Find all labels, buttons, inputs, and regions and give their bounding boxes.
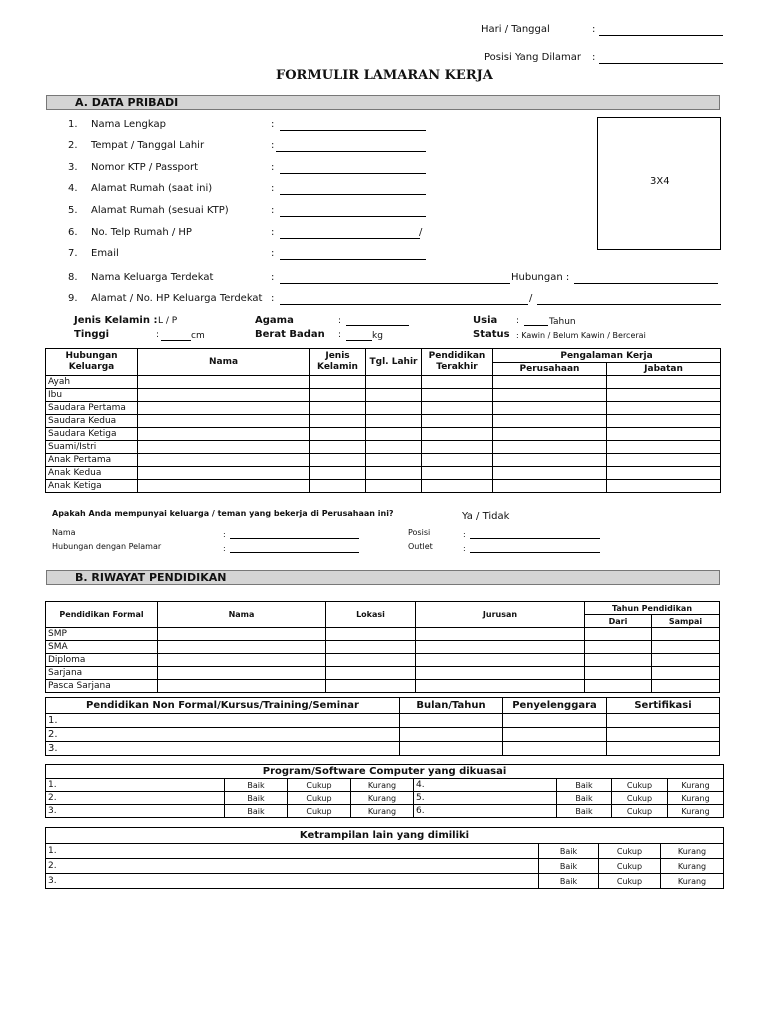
email-field[interactable]: [280, 259, 426, 260]
formal-cell[interactable]: [158, 680, 326, 693]
rating-cukup[interactable]: Cukup: [612, 805, 668, 818]
family-relation: Anak Pertama: [46, 454, 138, 467]
family-cell[interactable]: [366, 467, 422, 480]
formal-level: SMP: [46, 628, 158, 641]
formal-cell[interactable]: [416, 667, 585, 680]
formal-cell[interactable]: [416, 680, 585, 693]
nonformal-cell[interactable]: [400, 742, 503, 756]
family-cell[interactable]: [138, 467, 310, 480]
skills-row: [46, 874, 724, 889]
family-cell[interactable]: [422, 467, 493, 480]
rating-kurang[interactable]: Kurang: [668, 792, 724, 805]
colon: :: [271, 248, 275, 259]
formal-cell[interactable]: [416, 628, 585, 641]
nonformal-cell[interactable]: [607, 742, 720, 756]
tinggi-unit: cm: [191, 331, 205, 341]
family-cell[interactable]: [607, 376, 721, 389]
family-relation: Ayah: [46, 376, 138, 389]
colon: :: [271, 162, 275, 173]
formal-level: SMA: [46, 641, 158, 654]
rating-cukup[interactable]: Cukup: [599, 874, 661, 889]
family-cell[interactable]: [493, 376, 607, 389]
colon: :: [271, 293, 275, 304]
colon: :: [156, 330, 160, 340]
berat-unit: kg: [372, 331, 383, 341]
formal-cell[interactable]: [326, 667, 416, 680]
software-name-cell[interactable]: 4.: [414, 779, 557, 792]
family-cell[interactable]: [366, 454, 422, 467]
rating-baik[interactable]: Baik: [225, 779, 288, 792]
nonformal-cell[interactable]: 2.: [46, 728, 400, 742]
field-num: 1.: [68, 119, 78, 130]
family-cell[interactable]: [422, 402, 493, 415]
rating-cukup[interactable]: Cukup: [599, 844, 661, 859]
jurusan-header: Jurusan: [416, 602, 585, 628]
family-relation: Suami/Istri: [46, 441, 138, 454]
formal-cell[interactable]: [416, 641, 585, 654]
nama-header: Nama: [138, 349, 310, 376]
skills-row: [46, 859, 724, 874]
section-a-title: A. DATA PRIBADI: [75, 96, 179, 109]
jenis-header: Jenis Kelamin: [310, 349, 366, 376]
family-cell[interactable]: [607, 467, 721, 480]
family-cell[interactable]: [607, 428, 721, 441]
family-cell[interactable]: [138, 415, 310, 428]
agama-label: Agama: [255, 315, 294, 326]
formal-cell[interactable]: [585, 654, 652, 667]
field-num: 2.: [68, 140, 78, 151]
family-cell[interactable]: [138, 428, 310, 441]
family-cell[interactable]: [607, 415, 721, 428]
page-title: FORMULIR LAMARAN KERJA: [276, 68, 493, 83]
nama-header: Nama: [158, 602, 326, 628]
section-b-header: [46, 570, 720, 585]
rating-cukup[interactable]: Cukup: [288, 805, 351, 818]
family-cell[interactable]: [366, 376, 422, 389]
colon: :: [271, 227, 275, 238]
pengalaman-header: Pengalaman Kerja: [493, 349, 721, 363]
family-relation: Saudara Pertama: [46, 402, 138, 415]
formal-cell[interactable]: [158, 641, 326, 654]
rating-baik[interactable]: Baik: [539, 859, 599, 874]
family-cell[interactable]: [422, 454, 493, 467]
family-cell[interactable]: [422, 389, 493, 402]
usia-label: Usia: [473, 315, 498, 326]
usia-unit: Tahun: [549, 317, 576, 327]
family-table: [45, 348, 721, 493]
rating-kurang[interactable]: Kurang: [661, 859, 724, 874]
family-cell[interactable]: [310, 376, 366, 389]
rating-kurang[interactable]: Kurang: [668, 779, 724, 792]
family-cell[interactable]: [310, 480, 366, 493]
family-cell[interactable]: [310, 428, 366, 441]
alamat-field[interactable]: [280, 194, 426, 195]
family-cell[interactable]: [366, 441, 422, 454]
family-cell[interactable]: [138, 441, 310, 454]
family-cell[interactable]: [607, 480, 721, 493]
relatives-hubungan-label: Hubungan dengan Pelamar: [52, 542, 162, 551]
field-num: 3.: [68, 162, 78, 173]
field-num: 7.: [68, 248, 78, 259]
family-relation: Saudara Kedua: [46, 415, 138, 428]
nonformal-cell[interactable]: [400, 728, 503, 742]
family-row: [46, 441, 721, 454]
formal-cell[interactable]: [158, 654, 326, 667]
dari-header: Dari: [585, 615, 652, 628]
rating-kurang[interactable]: Kurang: [668, 805, 724, 818]
formal-cell[interactable]: [158, 628, 326, 641]
hari-tanggal-field[interactable]: [599, 35, 723, 36]
relatives-question: Apakah Anda mempunyai keluarga / teman yang bekerja di Perusahaan ini?: [52, 509, 394, 518]
nonformal-education-table: [45, 697, 720, 756]
rating-baik[interactable]: Baik: [557, 792, 612, 805]
family-relation: Anak Kedua: [46, 467, 138, 480]
nonformal-cell[interactable]: [503, 742, 607, 756]
formal-education-table: [45, 601, 720, 693]
colon: :: [338, 330, 342, 340]
formal-cell[interactable]: [585, 667, 652, 680]
family-row: [46, 415, 721, 428]
nonformal-row: [46, 714, 720, 728]
tgl-header: Tgl. Lahir: [366, 349, 422, 376]
formal-level: Pasca Sarjana: [46, 680, 158, 693]
berat-field[interactable]: [346, 340, 372, 341]
colon: :: [271, 272, 275, 283]
field-label: Tempat / Tanggal Lahir: [91, 140, 205, 151]
relatives-nama-field[interactable]: [230, 538, 359, 539]
formal-row: [46, 628, 720, 641]
hubungan-field[interactable]: [574, 283, 718, 284]
family-cell[interactable]: [422, 415, 493, 428]
nonformal-cell[interactable]: 1.: [46, 714, 400, 728]
family-row: [46, 480, 721, 493]
formal-row: [46, 667, 720, 680]
software-name-cell[interactable]: 6.: [414, 805, 557, 818]
field-label: Nama Lengkap: [91, 119, 166, 130]
jenis-kelamin-value[interactable]: L / P: [158, 316, 178, 326]
rating-baik[interactable]: Baik: [557, 805, 612, 818]
pendidikan-formal-header: Pendidikan Formal: [46, 602, 158, 628]
formal-cell[interactable]: [326, 628, 416, 641]
family-cell[interactable]: [366, 428, 422, 441]
tinggi-label: Tinggi: [74, 329, 110, 340]
family-cell[interactable]: [310, 415, 366, 428]
colon: :: [271, 205, 275, 216]
sertifikasi-header: Sertifikasi: [607, 698, 720, 714]
colon: :: [338, 316, 342, 326]
family-cell[interactable]: [607, 441, 721, 454]
family-cell[interactable]: [422, 441, 493, 454]
keluarga-field[interactable]: [280, 283, 510, 284]
berat-label: Berat Badan: [255, 329, 325, 340]
software-row: [46, 805, 724, 818]
rating-kurang[interactable]: Kurang: [351, 805, 414, 818]
penyelenggara-header: Penyelenggara: [503, 698, 607, 714]
formal-cell[interactable]: [158, 667, 326, 680]
family-relation: Ibu: [46, 389, 138, 402]
nonformal-cell[interactable]: [400, 714, 503, 728]
posisi-field[interactable]: [599, 63, 723, 64]
family-row: [46, 428, 721, 441]
field-num: 4.: [68, 183, 78, 194]
field-label: Alamat Rumah (saat ini): [91, 183, 213, 194]
slash: /: [529, 293, 533, 304]
family-cell[interactable]: [138, 389, 310, 402]
section-a-header: [46, 95, 720, 110]
formal-level: Diploma: [46, 654, 158, 667]
field-label: No. Telp Rumah / HP: [91, 227, 192, 238]
family-relation: Saudara Ketiga: [46, 428, 138, 441]
rating-baik[interactable]: Baik: [225, 805, 288, 818]
photo-label: 3X4: [650, 176, 670, 187]
field-label: Nomor KTP / Passport: [91, 162, 199, 173]
family-cell[interactable]: [422, 480, 493, 493]
ttl-field[interactable]: [276, 151, 426, 152]
relatives-hubungan-field[interactable]: [230, 552, 359, 553]
alamat-ktp-field[interactable]: [280, 216, 426, 217]
field-label: Email: [91, 248, 119, 259]
formal-cell[interactable]: [326, 680, 416, 693]
formal-cell[interactable]: [652, 680, 720, 693]
nonformal-cell[interactable]: [607, 728, 720, 742]
field-label: Nama Keluarga Terdekat: [91, 272, 214, 283]
family-cell[interactable]: [493, 428, 607, 441]
formal-cell[interactable]: [585, 628, 652, 641]
rating-baik[interactable]: Baik: [225, 792, 288, 805]
family-cell[interactable]: [493, 441, 607, 454]
nonformal-row: [46, 728, 720, 742]
rating-baik[interactable]: Baik: [557, 779, 612, 792]
formal-cell[interactable]: [585, 641, 652, 654]
formal-cell[interactable]: [652, 628, 720, 641]
nonformal-cell[interactable]: [607, 714, 720, 728]
status-value[interactable]: : Kawin / Belum Kawin / Bercerai: [516, 331, 646, 340]
family-cell[interactable]: [366, 415, 422, 428]
rating-cukup[interactable]: Cukup: [599, 859, 661, 874]
rating-cukup[interactable]: Cukup: [612, 779, 668, 792]
family-cell[interactable]: [366, 402, 422, 415]
nonformal-cell[interactable]: 3.: [46, 742, 400, 756]
status-label: Status: [473, 329, 510, 340]
family-cell[interactable]: [422, 428, 493, 441]
colon: :: [463, 544, 466, 553]
rating-cukup[interactable]: Cukup: [288, 792, 351, 805]
family-cell[interactable]: [607, 454, 721, 467]
photo-box[interactable]: [597, 117, 721, 250]
tinggi-field[interactable]: [161, 340, 191, 341]
software-name-cell[interactable]: 5.: [414, 792, 557, 805]
usia-field[interactable]: [524, 325, 548, 326]
relatives-outlet-label: Outlet: [408, 542, 433, 551]
nama-lengkap-field[interactable]: [280, 130, 426, 131]
family-cell[interactable]: [310, 389, 366, 402]
colon: :: [592, 24, 596, 35]
family-row: [46, 454, 721, 467]
software-name-cell[interactable]: 2.: [46, 792, 225, 805]
family-cell[interactable]: [310, 402, 366, 415]
family-cell[interactable]: [138, 480, 310, 493]
field-label: Alamat Rumah (sesuai KTP): [91, 205, 229, 216]
family-cell[interactable]: [493, 389, 607, 402]
colon: :: [223, 530, 226, 539]
rating-kurang[interactable]: Kurang: [661, 874, 724, 889]
agama-field[interactable]: [346, 325, 409, 326]
hari-tanggal-label: Hari / Tanggal: [481, 24, 550, 35]
relatives-posisi-field[interactable]: [470, 538, 600, 539]
family-cell[interactable]: [493, 454, 607, 467]
pendidikan-header: Pendidikan Terakhir: [422, 349, 493, 376]
family-cell[interactable]: [310, 467, 366, 480]
formal-cell[interactable]: [652, 641, 720, 654]
hubungan-label: Hubungan :: [511, 272, 570, 283]
formal-cell[interactable]: [652, 667, 720, 680]
rating-cukup[interactable]: Cukup: [612, 792, 668, 805]
skills-name-cell[interactable]: 3.: [46, 874, 539, 889]
relatives-outlet-field[interactable]: [470, 552, 600, 553]
colon: :: [223, 544, 226, 553]
rating-baik[interactable]: Baik: [539, 844, 599, 859]
software-table: [45, 764, 724, 818]
jenis-kelamin-label: Jenis Kelamin :: [74, 315, 158, 326]
family-cell[interactable]: [607, 389, 721, 402]
colon: :: [516, 316, 520, 326]
nonformal-cell[interactable]: [503, 728, 607, 742]
rating-baik[interactable]: Baik: [539, 874, 599, 889]
software-title: Program/Software Computer yang dikuasai: [46, 765, 724, 779]
lokasi-header: Lokasi: [326, 602, 416, 628]
kursus-header: Pendidikan Non Formal/Kursus/Training/Seminar: [46, 698, 400, 714]
skills-name-cell[interactable]: 1.: [46, 844, 539, 859]
software-row: [46, 779, 724, 792]
posisi-label: Posisi Yang Dilamar: [484, 52, 582, 63]
colon: :: [592, 52, 596, 63]
rating-kurang[interactable]: Kurang: [351, 779, 414, 792]
relatives-posisi-label: Posisi: [408, 528, 431, 537]
field-num: 8.: [68, 272, 78, 283]
nonformal-row: [46, 742, 720, 756]
family-cell[interactable]: [607, 402, 721, 415]
family-relation: Anak Ketiga: [46, 480, 138, 493]
family-cell[interactable]: [493, 402, 607, 415]
colon: :: [463, 530, 466, 539]
family-cell[interactable]: [493, 415, 607, 428]
software-name-cell[interactable]: 3.: [46, 805, 225, 818]
colon: :: [271, 119, 275, 130]
colon: :: [271, 140, 275, 151]
family-cell[interactable]: [366, 480, 422, 493]
software-row: [46, 792, 724, 805]
colon: :: [271, 183, 275, 194]
rating-cukup[interactable]: Cukup: [288, 779, 351, 792]
family-cell[interactable]: [310, 454, 366, 467]
family-row: [46, 402, 721, 415]
family-row: [46, 467, 721, 480]
formal-cell[interactable]: [652, 654, 720, 667]
formal-cell[interactable]: [326, 654, 416, 667]
field-num: 6.: [68, 227, 78, 238]
family-cell[interactable]: [366, 389, 422, 402]
software-name-cell[interactable]: 1.: [46, 779, 225, 792]
skills-name-cell[interactable]: 2.: [46, 859, 539, 874]
skills-table: [45, 827, 724, 889]
formal-row: [46, 680, 720, 693]
relatives-nama-label: Nama: [52, 528, 76, 537]
slash: /: [419, 227, 423, 238]
family-cell[interactable]: [493, 467, 607, 480]
formal-cell[interactable]: [416, 654, 585, 667]
ktp-field[interactable]: [280, 173, 426, 174]
bulan-header: Bulan/Tahun: [400, 698, 503, 714]
skills-title: Ketrampilan lain yang dimiliki: [46, 828, 724, 844]
rating-kurang[interactable]: Kurang: [351, 792, 414, 805]
field-num: 9.: [68, 293, 78, 304]
relatives-answer[interactable]: Ya / Tidak: [462, 511, 510, 522]
field-num: 5.: [68, 205, 78, 216]
hp-keluarga-field[interactable]: [537, 304, 721, 305]
formal-cell[interactable]: [326, 641, 416, 654]
family-row: [46, 389, 721, 402]
formal-level: Sarjana: [46, 667, 158, 680]
family-cell[interactable]: [493, 480, 607, 493]
formal-row: [46, 654, 720, 667]
formal-row: [46, 641, 720, 654]
family-cell[interactable]: [138, 402, 310, 415]
telp-field[interactable]: [280, 238, 420, 239]
family-cell[interactable]: [422, 376, 493, 389]
field-label: Alamat / No. HP Keluarga Terdekat: [91, 293, 263, 304]
perusahaan-header: Perusahaan: [493, 363, 607, 376]
alamat-keluarga-field[interactable]: [280, 304, 528, 305]
hubungan-header: Hubungan Keluarga: [46, 349, 138, 376]
section-b-title: B. RIWAYAT PENDIDIKAN: [75, 571, 227, 584]
tahun-header: Tahun Pendidikan: [585, 602, 720, 615]
nonformal-cell[interactable]: [503, 714, 607, 728]
family-row: [46, 376, 721, 389]
rating-kurang[interactable]: Kurang: [661, 844, 724, 859]
skills-row: [46, 844, 724, 859]
sampai-header: Sampai: [652, 615, 720, 628]
family-cell[interactable]: [138, 454, 310, 467]
family-cell[interactable]: [310, 441, 366, 454]
family-cell[interactable]: [138, 376, 310, 389]
jabatan-header: Jabatan: [607, 363, 721, 376]
formal-cell[interactable]: [585, 680, 652, 693]
